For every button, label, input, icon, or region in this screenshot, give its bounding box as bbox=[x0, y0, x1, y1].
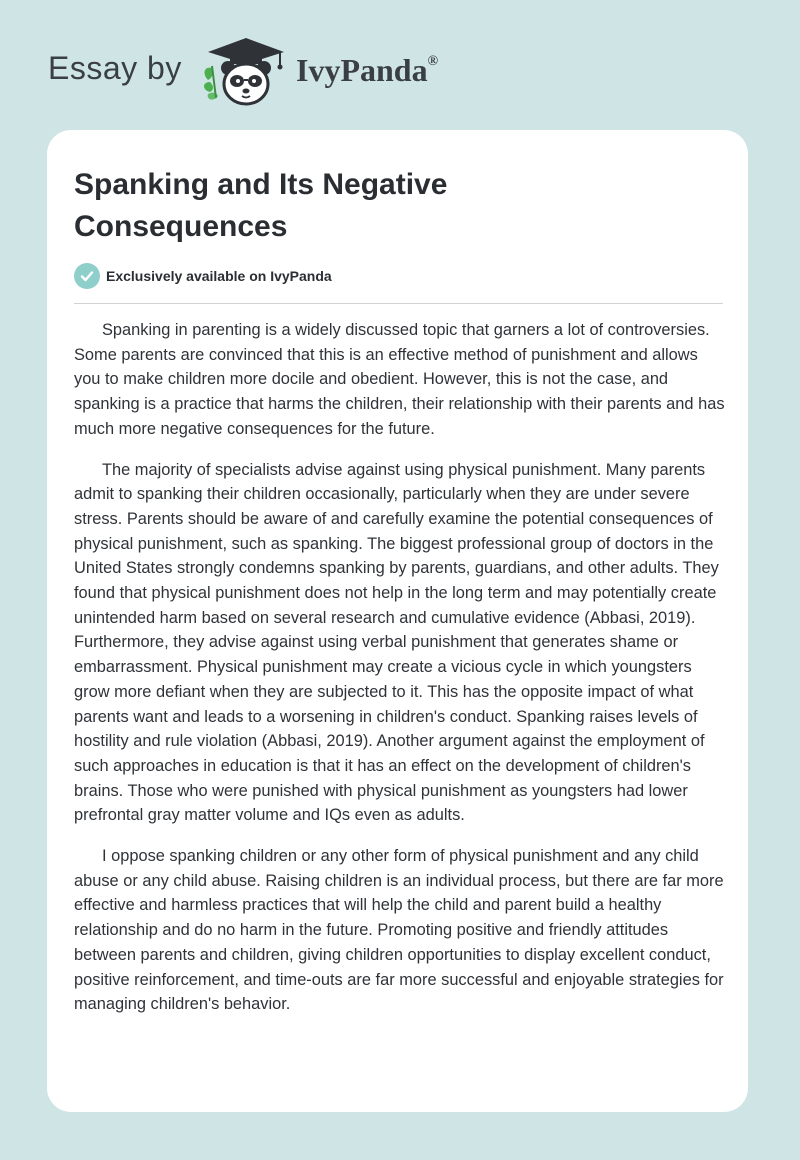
essay-paragraph: The majority of specialists advise against using physical punishment. Many parents admit to spanking their children occasionally, particularly when they are under severe stress. Parents should be aware of and carefully examine the potential consequences of physical punishment, such as spanking. The biggest professional group of doctors in the United States strongly condemns spanking by parents, guardians, and other adults. They found that physical punishment does not help in the long term and may potentially create unintended harm based on several research and cumulative evidence (Abbasi, 2019). Furthermore, they advise against using verbal punishment that generates shame or embarrassment. Physical punishment may create a vicious cycle in which youngsters grow more defiant when they are subjected to it. This has the opposite impact of what parents want and leads to a worsening in children's conduct. Spanking raises levels of hostility and rule violation (Abbasi, 2019). Another argument against the employment of such approaches in education is that it has an effect on the development of children's brains. Those who were punished with physical punishment as youngsters had lower prefrontal gray matter volume and IQs even as adults. bbox=[74, 460, 719, 825]
essay-by-label: Essay by bbox=[48, 50, 182, 86]
essay-body bbox=[74, 318, 726, 1033]
page-title: Spanking and Its Negative Consequences bbox=[74, 168, 448, 243]
divider bbox=[74, 303, 723, 304]
registered-mark: ® bbox=[427, 54, 439, 69]
panda-graduate-icon[interactable] bbox=[200, 36, 292, 108]
essay-paragraph: I oppose spanking children or any other form of physical punishment and any child abuse or any child abuse. Raising children is an individual process, but there are far more effective and harmless practices that will help the child and parent build a healthy relationship and do no harm in the future. Promoting positive and friendly attitudes between parents and children, giving children opportunities to display excellent conduct, positive reinforcement, and time-outs are far more successful and enjoyable strategies for managing children's behavior. bbox=[74, 847, 724, 1014]
essay-card bbox=[47, 130, 748, 1112]
check-circle-icon bbox=[74, 263, 100, 289]
site-header bbox=[0, 0, 800, 120]
brand-name[interactable] bbox=[296, 52, 438, 89]
brand-name-text: IvyPanda bbox=[296, 52, 428, 88]
exclusive-badge-text: Exclusively available on IvyPanda bbox=[106, 268, 332, 284]
essay-paragraph: Spanking in parenting is a widely discussed topic that garners a lot of controversies. Some parents are convinced that this is an effective method of punishment and allows you to make children more docile and obedient. However, this is not the case, and spanking is a practice that harms the children, their relationship with their parents and has much more negative consequences for the future. bbox=[74, 321, 725, 438]
exclusive-badge bbox=[74, 262, 332, 290]
